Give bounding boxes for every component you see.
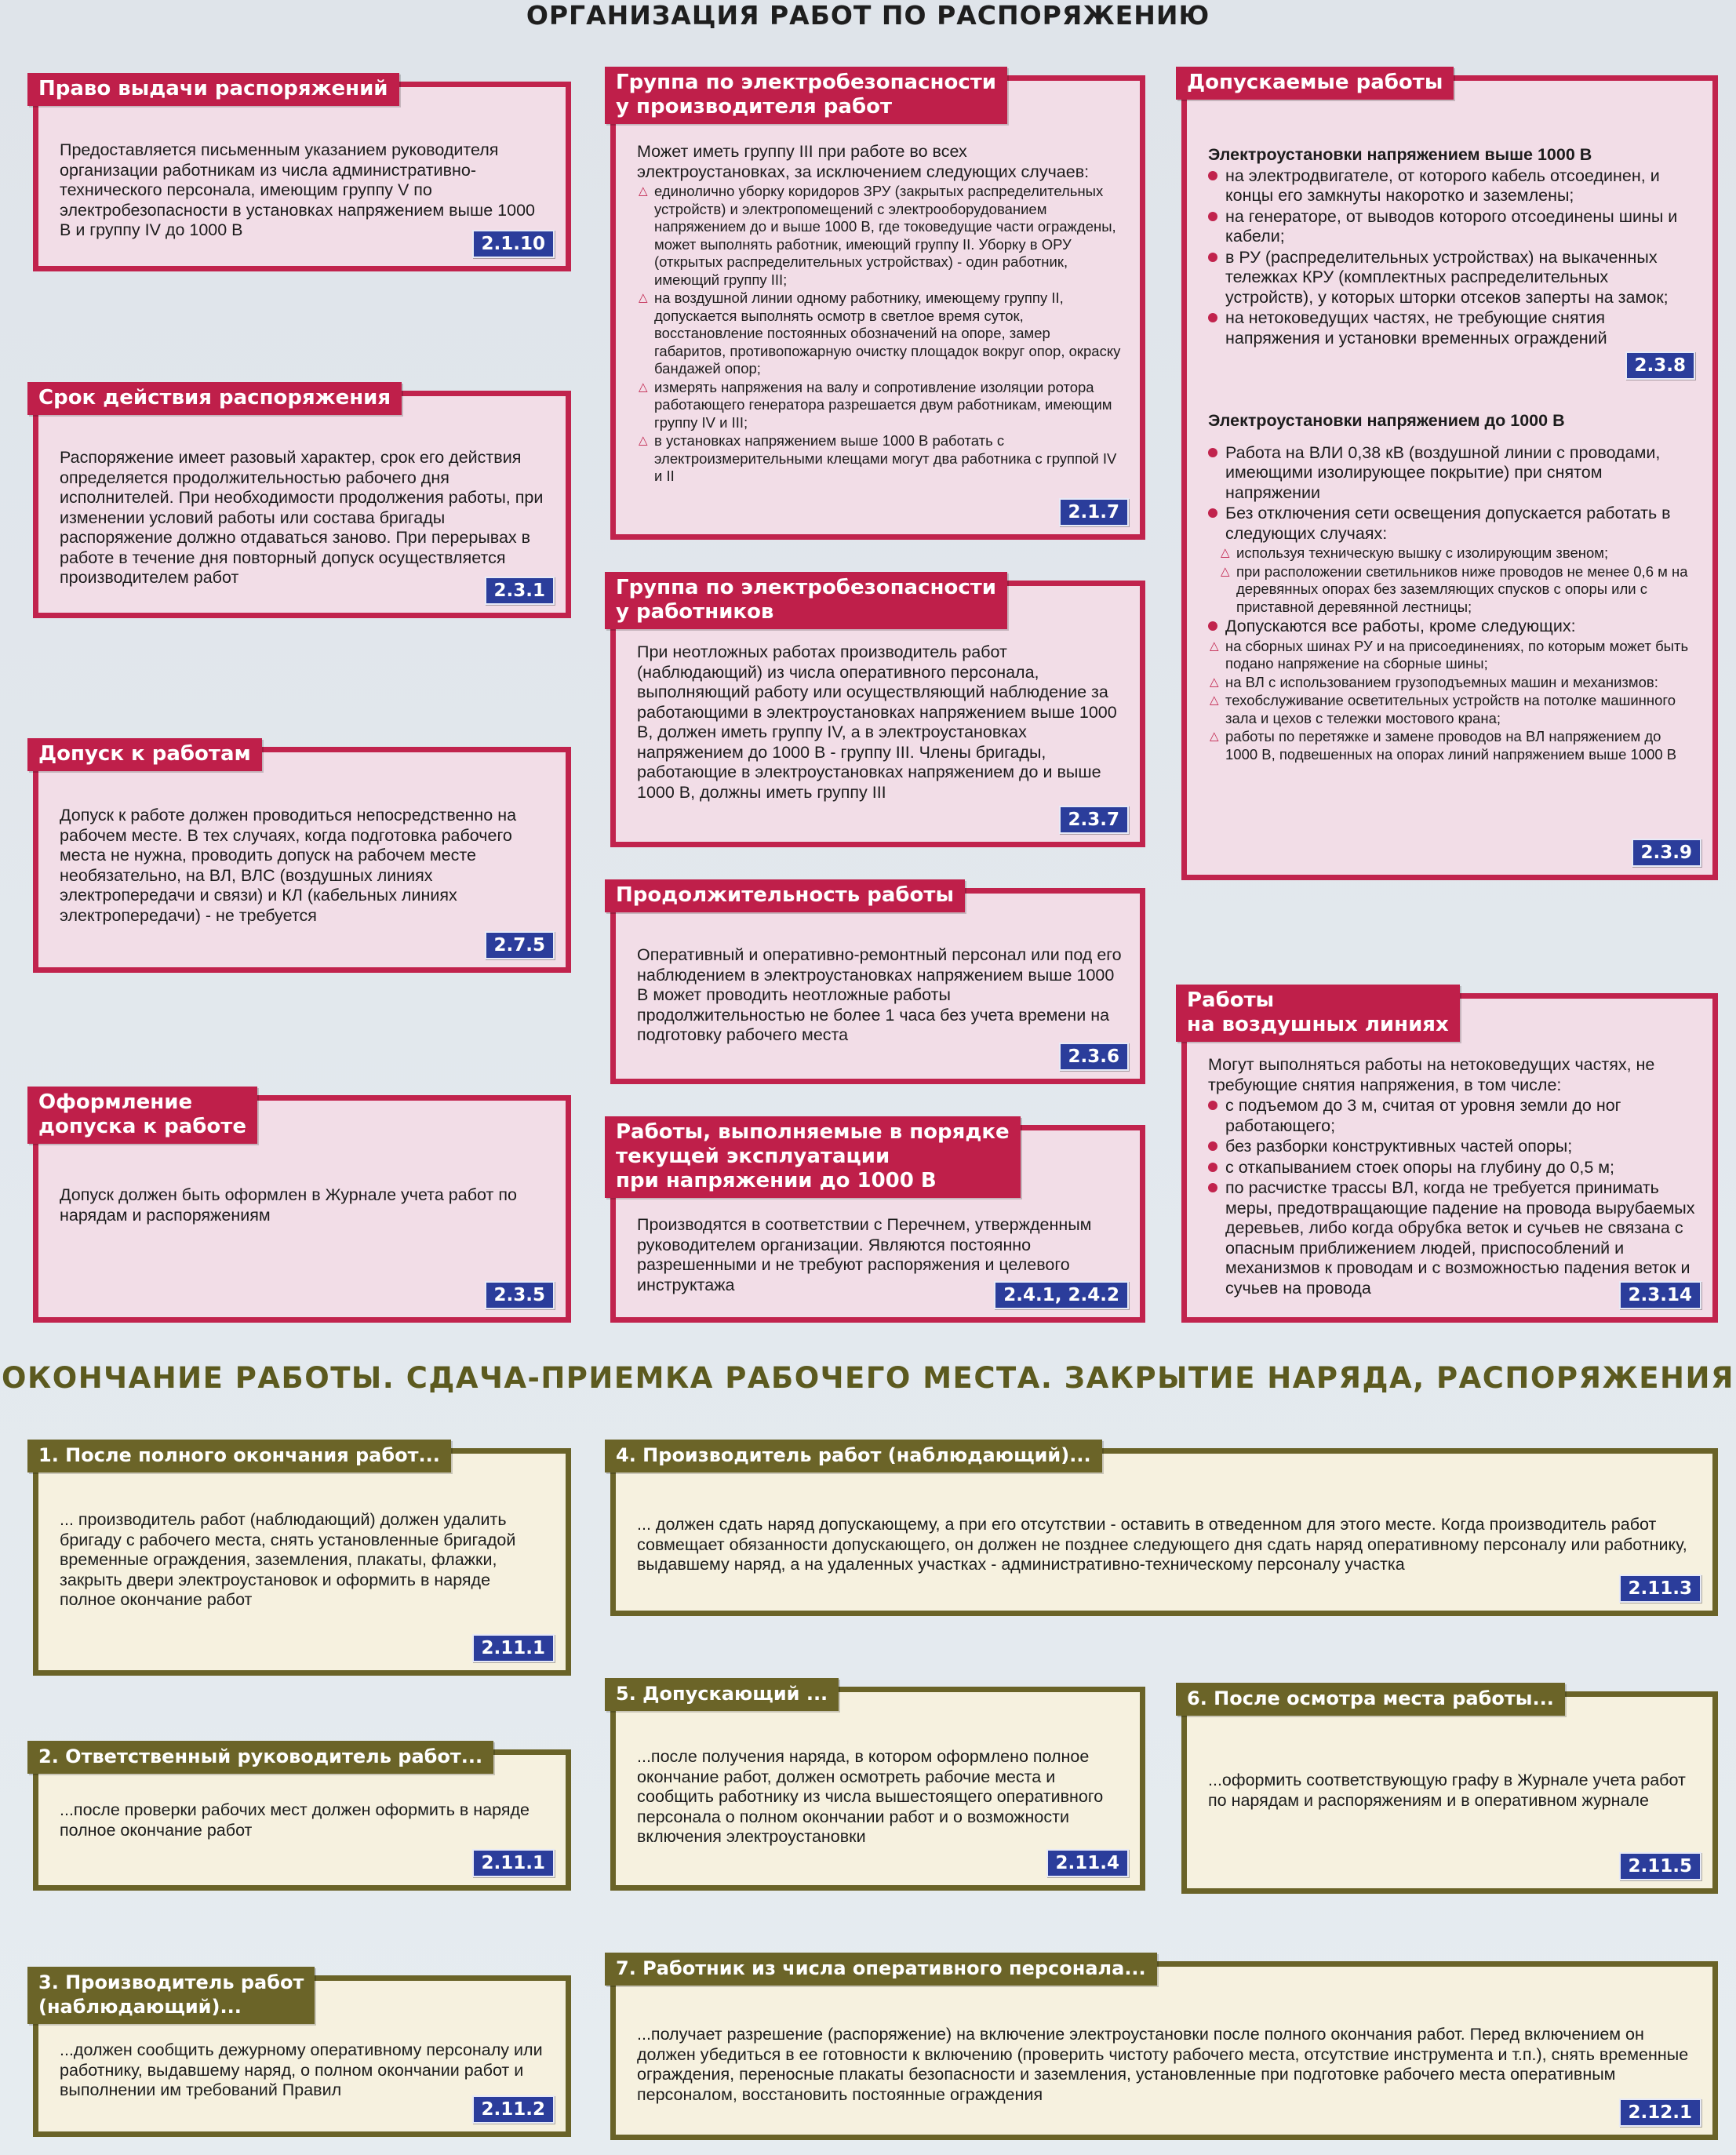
card-title: 5. Допускающий ... [605, 1678, 839, 1711]
card-supervisor-safety-group [610, 71, 1145, 540]
clause-ref: 2.11.4 [1046, 1849, 1130, 1877]
card-title: Группа по электробезопасности у работников [605, 572, 1007, 629]
card-text: ...оформить соответствующую графу в Журнале учета работ по нарядам и распоряжениям и в оперативном журнале [1208, 1771, 1686, 1810]
card-step-4 [610, 1444, 1718, 1616]
list-item: на генераторе, от выводов которого отсоединены шины и кабели; [1208, 207, 1695, 247]
card-title: Срок действия распоряжения [27, 382, 402, 415]
clause-ref: 2.3.9 [1632, 839, 1702, 867]
clause-ref: 2.11.1 [472, 1849, 555, 1877]
card-text: ...должен сообщить дежурному оперативному персоналу или работнику, выдавшему наряд, о полном окончании работ и выполнении им требований Правил [60, 2040, 543, 2099]
card-overhead-line-works [1181, 988, 1718, 1323]
clause-ref: 2.3.8 [1625, 351, 1696, 380]
low-voltage-list [1208, 443, 1695, 764]
card-text: Распоряжение имеет разовый характер, срок его действия определяется продолжительностью рабочего дня исполнителей. При необходимости продолжения работы, при изменении условий работы или состава бригады распоряжение должно отдаваться заново. При перерывах в работе в течение дня повторный допуск осуществляется производителем работ [60, 448, 544, 587]
card-permitted-works [1181, 71, 1718, 880]
card-title: Право выдачи распоряжений [27, 73, 399, 106]
card-title: Допускаемые работы [1176, 67, 1454, 100]
list-item: △ техобслуживание осветительных устройств на потолке машинного зала и цехов с тележки мостового крана; [1208, 692, 1695, 727]
list-item: △ измерять напряжения на валу и сопротивление изоляции ротора работающего генератора разрешается двум работникам, имеющим группу IV и III; [637, 379, 1123, 432]
list-item: △ на ВЛ с использованием грузоподъемных машин и механизмов: [1208, 674, 1695, 692]
page-title: ОРГАНИЗАЦИЯ РАБОТ ПО РАСПОРЯЖЕНИЮ [526, 0, 1210, 31]
card-title: Работы, выполняемые в порядке текущей эксплуатации при напряжении до 1000 В [605, 1116, 1021, 1198]
list-item: с откапыванием стоек опоры на глубину до 0,5 м; [1208, 1158, 1695, 1178]
card-title: Работы на воздушных линиях [1176, 985, 1460, 1042]
list-item: Допускаются все работы, кроме следующих: [1208, 617, 1695, 637]
card-text: Производятся в соответствии с Перечнем, утвержденным руководителем организации. Являются постоянно разрешенными и не требуют распоряжения и целевого инструктажа [637, 1215, 1092, 1294]
card-step-3 [33, 1971, 571, 2137]
clause-ref: 2.7.5 [485, 931, 555, 959]
list-item: △ на воздушной линии одному работнику, имеющему группу II, допускается выполнять осмотр в светлое время суток, восстановление постоянных обозначений на опоре, замер габаритов, противопожарную очистку площадок вокруг опор, окраску бандажей опор; [637, 289, 1123, 378]
card-text: При неотложных работах производитель работ (наблюдающий) из числа оперативного персонала, выполняющий работу или осуществляющий наблюдение за работающими в электроустановках напряжением выше 1000 В, должен иметь группу IV, а в электроустановках напряжением до 1000 В - группу III. Члены бригады, работающие в электроустановках напряжением до и выше 1000 В, должны иметь группу III [637, 642, 1117, 802]
list-item: △ работы по перетяжке и замене проводов на ВЛ напряжением до 1000 В, подвешенных на опорах линий напряжением выше 1000 В [1208, 728, 1695, 763]
card-routine-operation-work [610, 1120, 1145, 1323]
section-heading: Электроустановки напряжением выше 1000 В [1208, 145, 1592, 164]
clause-ref: 2.11.1 [472, 1634, 555, 1662]
clause-ref: 2.3.1 [485, 577, 555, 605]
card-work-admission [33, 742, 571, 973]
card-step-7 [610, 1957, 1718, 2140]
clause-ref: 2.3.14 [1619, 1281, 1702, 1309]
card-title: 1. После полного окончания работ... [27, 1440, 451, 1472]
clause-ref: 2.4.1, 2.4.2 [994, 1281, 1129, 1309]
card-workers-safety-group [610, 576, 1145, 847]
clause-ref: 2.11.5 [1619, 1852, 1702, 1880]
card-text: ... производитель работ (наблюдающий) должен удалить бригаду с рабочего места, снять установленные бригадой временные ограждения, заземления, плакаты, флажки, закрыть двери электроустановок и оформить в наряде полное окончание работ [60, 1510, 516, 1609]
card-text: Допуск должен быть оформлен в Журнале учета работ по нарядам и распоряжениям [60, 1185, 517, 1225]
card-text [1208, 145, 1695, 764]
list-item: Работа на ВЛИ 0,38 кВ (воздушной линии с проводами, имеющими изолирующее покрытие) при снятом напряжении [1208, 443, 1695, 504]
list-item: Без отключения сети освещения допускается работать в следующих случаях: [1208, 504, 1695, 544]
section-heading: Электроустановки напряжением до 1000 В [1208, 411, 1565, 430]
card-text: Допуск к работе должен проводиться непосредственно на рабочем месте. В тех случаях, когда подготовка рабочего места не нужна, проводить допуск на рабочем месте необязательно, на ВЛ, ВЛС (воздушных линиях электропередачи и связи) и КЛ (кабельных линиях электропередачи) - не требуется [60, 806, 517, 925]
card-intro: Может иметь группу III при работе во всех электроустановках, за исключением следующих случаев: [637, 142, 1090, 181]
card-intro: Могут выполняться работы на нетоковедущих частях, не требующие снятия напряжения, в том числе: [1208, 1055, 1655, 1094]
list-item: △ используя техническую вышку с изолирующим звеном; [1219, 544, 1695, 562]
card-text: Предоставляется письменным указанием руководителя организации работникам из числа административно-технического персонала, имеющим группу V по электробезопасности в установках напряжением выше 1000 В и группу IV до 1000 В [60, 140, 535, 239]
card-title: Группа по электробезопасности у производителя работ [605, 67, 1007, 124]
card-text [1208, 1055, 1695, 1299]
section-title: ОКОНЧАНИЕ РАБОТЫ. СДАЧА-ПРИЕМКА РАБОЧЕГО МЕСТА. ЗАКРЫТИЕ НАРЯДА, РАСПОРЯЖЕНИЯ [2, 1361, 1734, 1395]
card-order-issuing-right [33, 77, 571, 271]
card-text [637, 142, 1123, 486]
exception-list [637, 183, 1123, 486]
card-step-5 [610, 1683, 1145, 1891]
clause-ref: 2.1.7 [1059, 498, 1130, 526]
list-item: на электродвигателе, от которого кабель отсоединен, и концы его замкнуты накоротко и заземлены; [1208, 166, 1695, 206]
list-item: △ единолично уборку коридоров ЗРУ (закрытых распределительных устройств) и электропомещений с электрооборудованием напряжением до и выше 1000 В, где токоведущие части ограждены, может выполнять работник, имеющий группу II. Уборку в ОРУ (открытых распределительных устройствах) - один работник, имеющий группу III; [637, 183, 1123, 289]
list-item: без разборки конструктивных частей опоры; [1208, 1137, 1695, 1157]
card-title: 6. После осмотра места работы... [1176, 1683, 1565, 1716]
card-order-validity [33, 386, 571, 618]
card-text: Оперативный и оперативно-ремонтный персонал или под его наблюдением в электроустановках напряжением выше 1000 В может проводить неотложные работы продолжительностью не более 1 часа без учета времени на подготовку рабочего места [637, 945, 1122, 1044]
card-step-2 [33, 1745, 571, 1891]
clause-ref: 2.12.1 [1619, 2099, 1702, 2127]
card-text: ...получает разрешение (распоряжение) на включение электроустановки после полного окончания работ. Перед включением он должен убедиться в ее готовности к включению (проверить чистоту рабочего места, отсутствие инструмента и т.п.), снять временные ограждения, переносные плакаты безопасности и заземления, установленные при подготовке рабочего места оперативным персоналом, восстановить постоянные ограждения [637, 2025, 1689, 2104]
card-work-duration [610, 883, 1145, 1084]
card-step-6 [1181, 1687, 1718, 1894]
list-item: △ в установках напряжением выше 1000 В работать с электроизмерительными клещами могут два работника с группой IV и II [637, 432, 1123, 486]
clause-ref: 2.3.7 [1059, 806, 1130, 834]
clause-ref: 2.11.3 [1619, 1574, 1702, 1603]
clause-ref: 2.1.10 [472, 230, 555, 258]
high-voltage-list [1208, 166, 1695, 349]
clause-ref: 2.3.5 [485, 1281, 555, 1309]
card-step-1 [33, 1444, 571, 1676]
list-item: △ на сборных шинах РУ и на присоединениях, по которым может быть подано напряжение на сборные шины; [1208, 638, 1695, 673]
card-title: Продолжительность работы [605, 879, 965, 912]
list-item: с подъемом до 3 м, считая от уровня земли до ног работающего; [1208, 1096, 1695, 1136]
list-item: по расчистке трассы ВЛ, когда не требуется принимать меры, предотвращающие падение на провода вырубаемых деревьев, либо когда обрубка веток и сучьев не связана с опасным приближением людей, приспособлений и механизмов к проводам и с возможностью падения веток и сучьев на провода [1208, 1178, 1695, 1298]
clause-ref: 2.3.6 [1059, 1043, 1130, 1071]
card-admission-registration [33, 1090, 571, 1323]
card-text: ...после получения наряда, в котором оформлено полное окончание работ, должен осмотреть рабочие места и сообщить работнику из числа вышестоящего оперативного персонала о полном окончании работ и о возможности включения электроустановки [637, 1747, 1104, 1846]
works-list [1208, 1096, 1695, 1298]
card-text: ...после проверки рабочих мест должен оформить в наряде полное окончание работ [60, 1800, 530, 1840]
card-title: 4. Производитель работ (наблюдающий)... [605, 1440, 1102, 1472]
card-title: Допуск к работам [27, 738, 262, 771]
card-title: 3. Производитель работ (наблюдающий)... [27, 1967, 315, 2024]
clause-ref: 2.11.2 [472, 2095, 555, 2124]
card-title: 2. Ответственный руководитель работ... [27, 1741, 493, 1774]
list-item: на нетоковедущих частях, не требующие снятия напряжения и установки временных ограждений [1208, 308, 1695, 348]
card-title: Оформление допуска к работе [27, 1087, 257, 1144]
card-text: ... должен сдать наряд допускающему, а при его отсутствии - оставить в отведенном для этого месте. Когда производитель работ совмещает обязанности допускающего, он должен не позднее следующего дня сдать наряд оперативному персоналу или работнику, выдавшему наряд, а на удаленных участках - административно-техническому персоналу участка [637, 1515, 1687, 1574]
list-item: △ при расположении светильников ниже проводов не менее 0,6 м на деревянных опорах без заземляющих спусков с опоры или с приставной деревянной лестницы; [1219, 563, 1695, 617]
card-title: 7. Работник из числа оперативного персонала... [605, 1953, 1157, 1986]
list-item: в РУ (распределительных устройствах) на выкаченных тележках КРУ (комплектных распределительных устройств), у которых шторки отсеков заперты на замок; [1208, 248, 1695, 308]
